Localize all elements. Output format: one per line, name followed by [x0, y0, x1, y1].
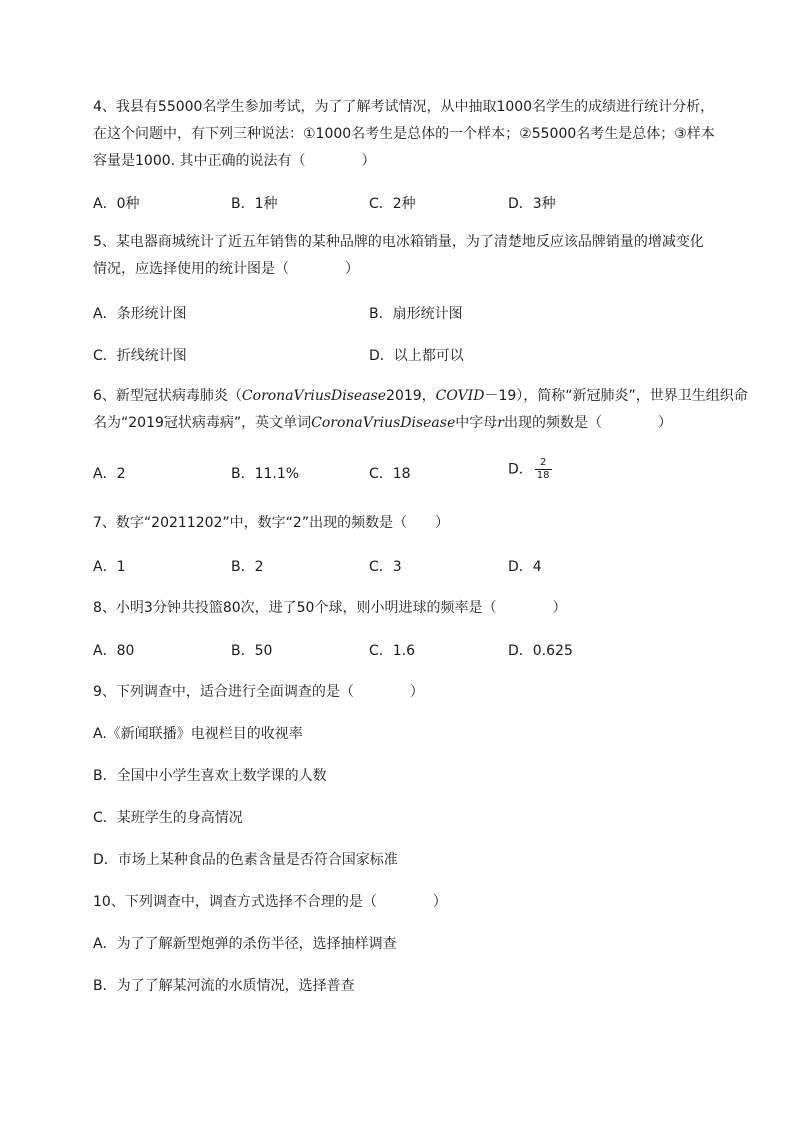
question-4-line-1: 4、我县有55000名学生参加考试，为了了解考试情况，从中抽取1000名学生的成绩进行统计分析， — [93, 99, 715, 115]
q6-text: 出现的频数是（ ） — [503, 415, 672, 431]
question-4-line-2: 在这个问题中，有下列三种说法：①1000名考生是总体的一个样本；②55000名考生是总体；③样本 — [93, 126, 715, 142]
question-4-options — [93, 193, 753, 215]
option-c[interactable]: C．1.6 — [369, 643, 416, 659]
question-5-line-2: 情况，应选择使用的统计图是（ ） — [93, 261, 359, 277]
fraction — [535, 457, 552, 482]
q6-text: 名为“2019冠状病毒病”，英文单词 — [93, 415, 312, 431]
q6-text: 6、新型冠状病毒肺炎（ — [93, 388, 242, 404]
option-c[interactable]: C．3 — [369, 559, 402, 575]
question-4-line-3: 容量是1000. 其中正确的说法有（ ） — [93, 153, 376, 169]
q6-math-term: COVID — [435, 388, 485, 404]
question-8-options — [93, 640, 753, 662]
option-a[interactable]: A．2 — [93, 466, 126, 482]
option-d[interactable] — [508, 457, 552, 482]
question-5-options-row-1 — [93, 303, 753, 325]
question-7: 7、数字“20211202”中，数字“2”出现的频数是（ ） — [93, 515, 450, 531]
option-d[interactable]: D．市场上某种食品的色素含量是否符合国家标准 — [93, 852, 398, 868]
option-d[interactable]: D．4 — [508, 559, 542, 575]
question-8: 8、小明3分钟共投篮80次，进了50个球，则小明进球的频率是（ ） — [93, 600, 567, 616]
option-d-label: D． — [508, 461, 533, 478]
question-5-line-1: 5、某电器商城统计了近五年销售的某种品牌的电冰箱销量，为了清楚地反应该品牌销量的增减变化 — [93, 234, 704, 250]
option-d[interactable]: D．以上都可以 — [369, 348, 464, 364]
q6-math-term: CoronaVriusDisease — [311, 415, 456, 431]
q6-math-term: CoronaVriusDisease — [241, 388, 387, 404]
option-c[interactable]: C．2种 — [369, 196, 416, 212]
option-a[interactable]: A.《新闻联播》电视栏目的收视率 — [93, 726, 303, 742]
question-4 — [93, 94, 753, 175]
question-6 — [93, 383, 753, 437]
fraction-denominator: 18 — [536, 470, 550, 481]
option-b[interactable]: B．2 — [231, 559, 264, 575]
option-b[interactable]: B．50 — [231, 643, 273, 659]
q6-math-term: r — [497, 415, 504, 431]
question-6-line-2 — [93, 415, 672, 431]
option-d[interactable]: D．0.625 — [508, 643, 573, 659]
q6-text: 中字母 — [455, 415, 498, 431]
option-b[interactable]: B．为了了解某河流的水质情况，选择普查 — [93, 978, 355, 994]
option-c[interactable]: C．折线统计图 — [93, 348, 187, 364]
option-b[interactable]: B．扇形统计图 — [369, 306, 463, 322]
question-10: 10、下列调查中，调查方式选择不合理的是（ ） — [93, 894, 447, 910]
option-a[interactable]: A．0种 — [93, 196, 140, 212]
option-a[interactable]: A．条形统计图 — [93, 306, 187, 322]
question-7-options — [93, 556, 753, 578]
q6-text: －19），简称“新冠肺炎”，世界卫生组织命 — [484, 388, 748, 404]
option-d[interactable]: D．3种 — [508, 196, 556, 212]
option-b[interactable]: B．全国中小学生喜欢上数学课的人数 — [93, 768, 327, 784]
fraction-numerator: 2 — [539, 457, 547, 468]
question-5-options-row-2 — [93, 345, 753, 367]
question-6-line-1 — [93, 388, 748, 404]
question-5 — [93, 229, 753, 283]
question-6-options — [93, 457, 753, 493]
option-b[interactable]: B．1种 — [231, 196, 278, 212]
option-b[interactable]: B．11.1% — [231, 466, 300, 482]
option-a[interactable]: A．为了了解新型炮弹的杀伤半径，选择抽样调查 — [93, 936, 397, 952]
option-c[interactable]: C．某班学生的身高情况 — [93, 810, 243, 826]
option-a[interactable]: A．80 — [93, 643, 135, 659]
option-c[interactable]: C．18 — [369, 466, 411, 482]
q6-text: 2019， — [386, 388, 436, 404]
question-9: 9、下列调查中，适合进行全面调查的是（ ） — [93, 684, 424, 700]
option-a[interactable]: A．1 — [93, 559, 126, 575]
